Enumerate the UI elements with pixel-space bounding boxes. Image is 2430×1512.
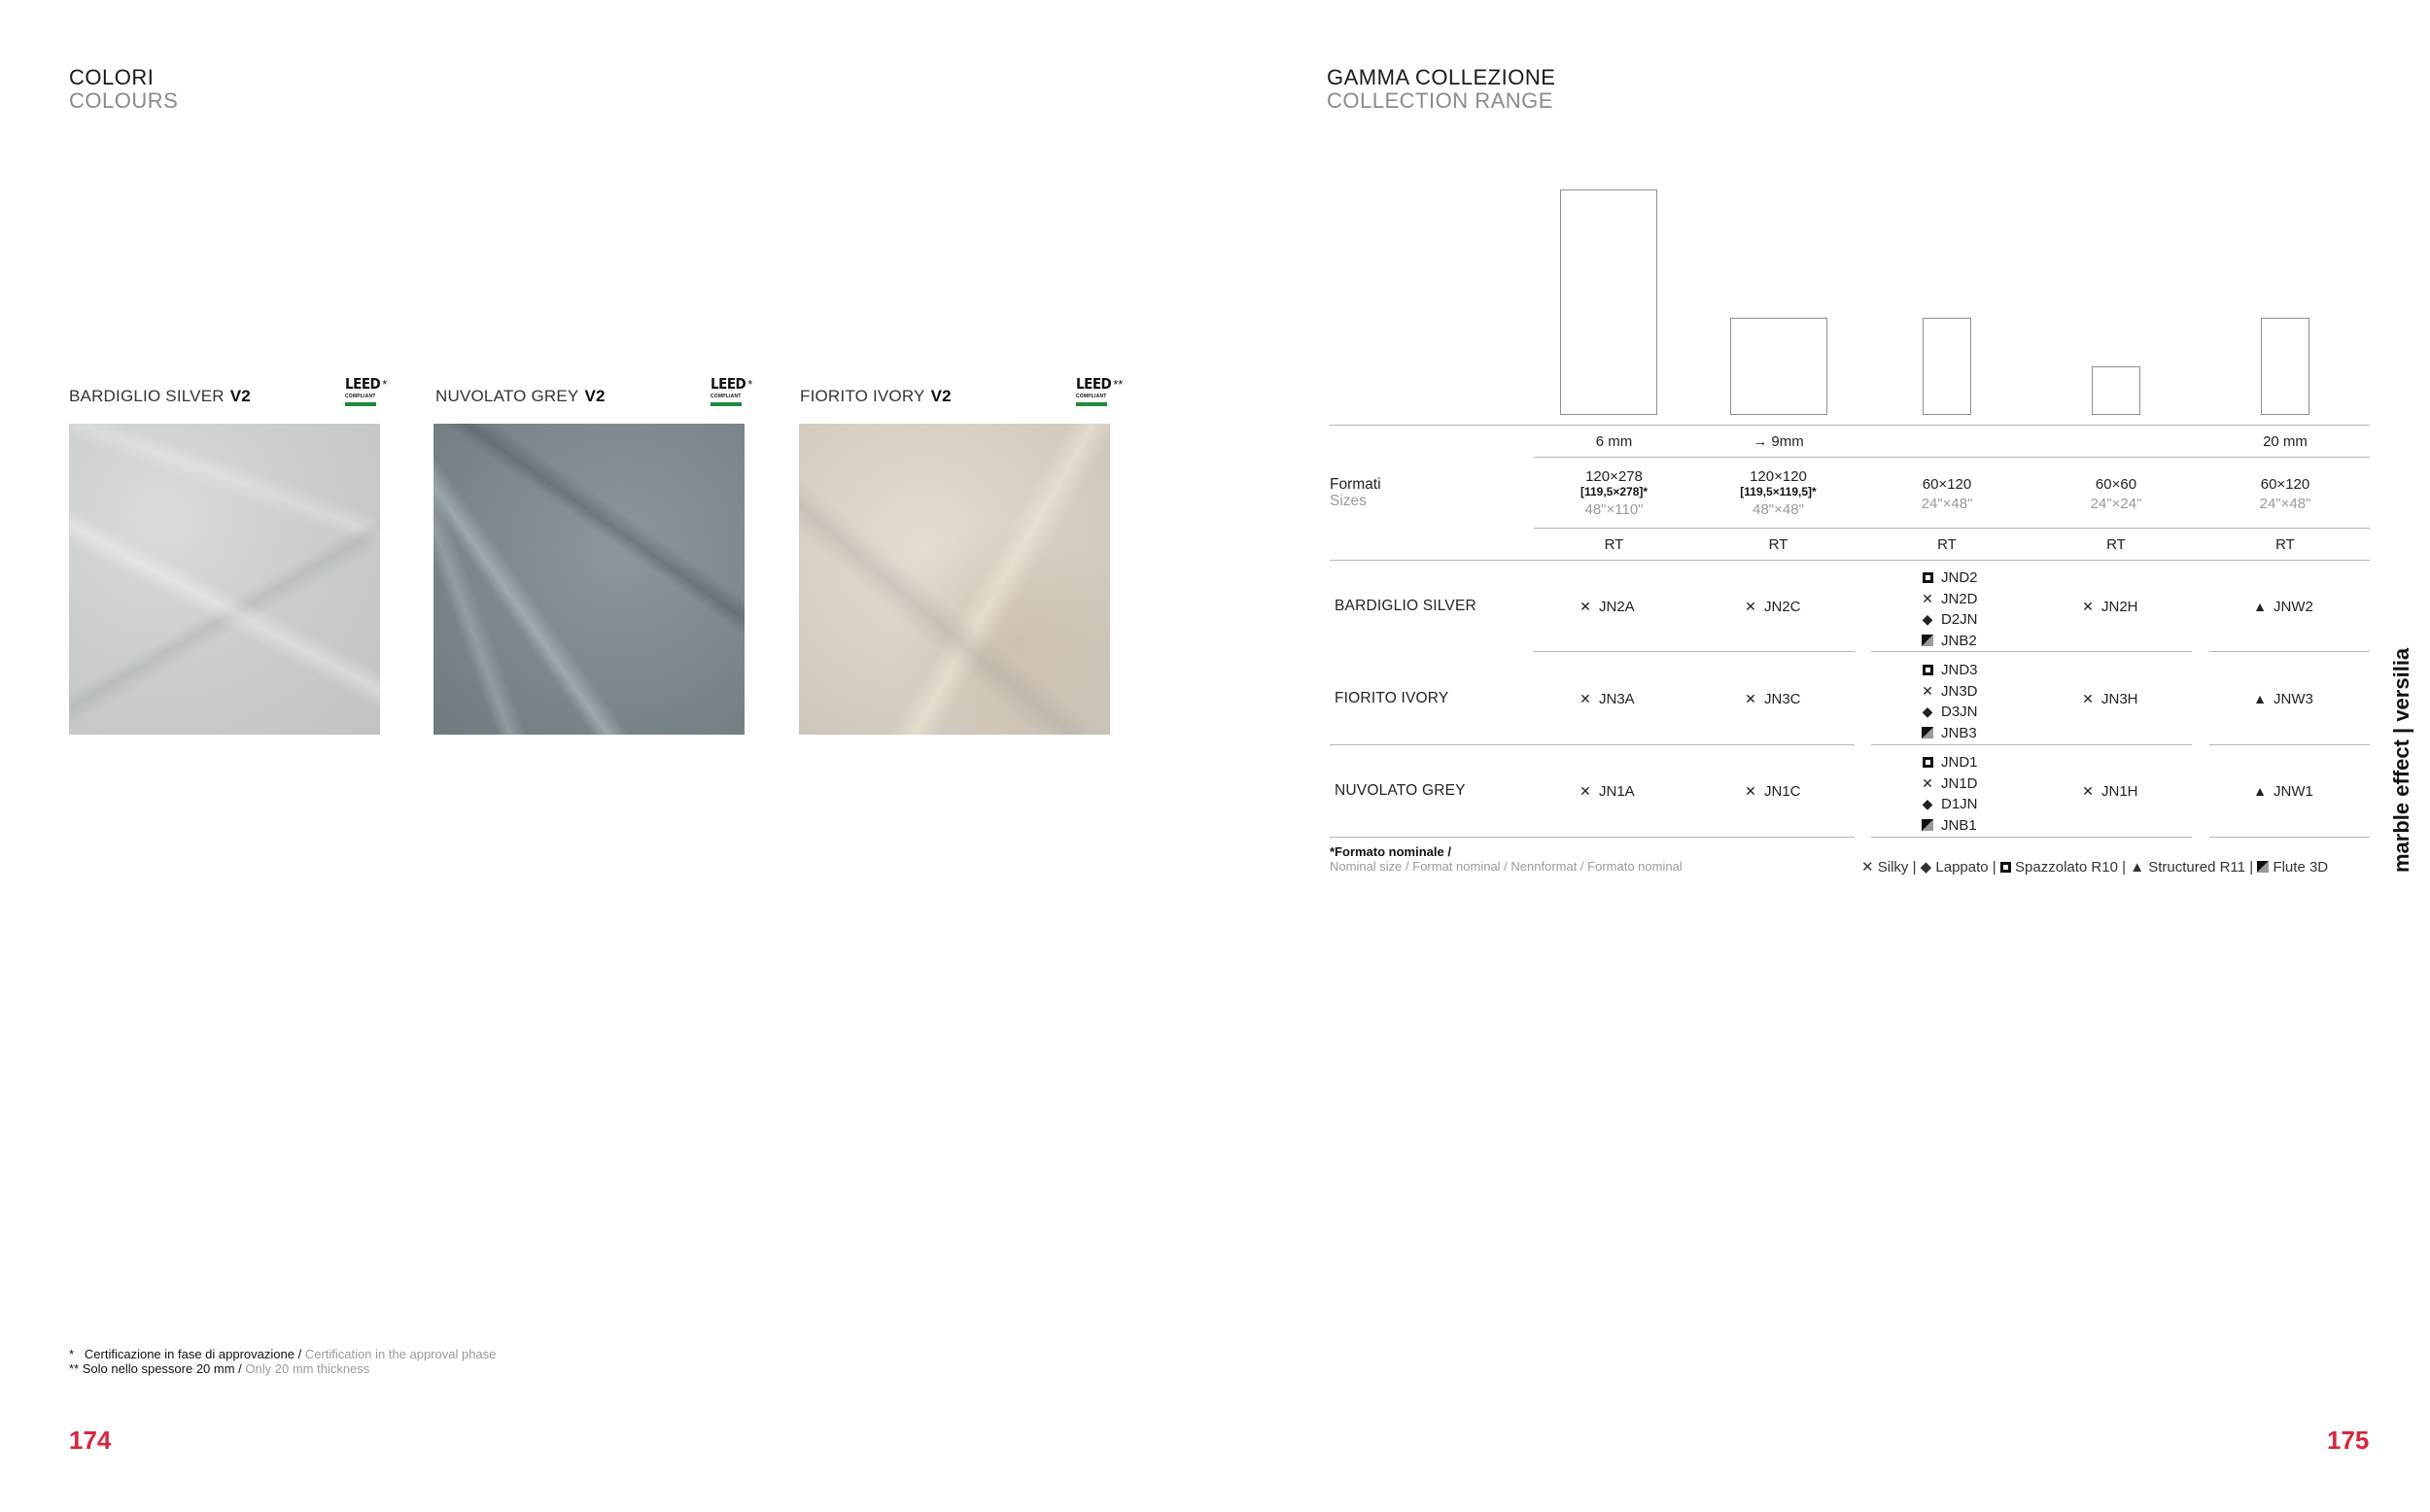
code-cell	[1578, 783, 1635, 800]
footnote-mark: **	[69, 1361, 80, 1376]
format-nominal: [119,5×278]*	[1580, 485, 1649, 498]
edge-rt: RT	[2275, 536, 2295, 553]
leed-mark: *	[382, 377, 388, 392]
code-text: JNW3	[2274, 691, 2313, 707]
row-rule	[1871, 744, 2192, 745]
swatch-nuvolato-grey	[434, 424, 745, 735]
legend-sep: |	[1912, 859, 1917, 876]
page-number-left: 174	[69, 1426, 112, 1455]
legend-spazzolato: Spazzolato R10	[2015, 859, 2118, 876]
footnote-en: Only 20 mm thickness	[245, 1361, 370, 1376]
formats-label-en: Sizes	[1330, 493, 1367, 509]
structured-icon: ▲	[2253, 691, 2267, 706]
code-text: JN2A	[1599, 599, 1635, 615]
swatch-bardiglio-silver	[69, 424, 380, 735]
structured-icon: ▲	[2253, 783, 2267, 799]
code-text: JNW2	[2274, 599, 2313, 615]
format-cell	[1864, 476, 2030, 512]
leed-compliant: COMPLIANT	[345, 394, 376, 399]
leed-mark: *	[747, 377, 753, 392]
row-label-nuvolato: NUVOLATO GREY	[1335, 782, 1466, 799]
code-text: JN2D	[1941, 590, 1978, 607]
colour-version: V2	[584, 387, 606, 405]
code-stack	[1920, 660, 1978, 743]
code-text: JN2C	[1764, 599, 1801, 615]
leed-logo: LEED	[1076, 375, 1112, 393]
format-cell	[1534, 468, 1694, 518]
code-cell	[2252, 783, 2313, 800]
code-text: JN3D	[1941, 682, 1978, 700]
thickness-20mm: 20 mm	[2263, 433, 2308, 450]
code-text: JNW1	[2274, 783, 2313, 800]
code-stack	[1920, 567, 1978, 651]
leed-compliant: COMPLIANT	[711, 394, 742, 399]
format-cm: 60×60	[2095, 476, 2137, 493]
footnote-it: *Formato nominale /	[1330, 844, 1451, 859]
edge-rt: RT	[1604, 536, 1624, 553]
code-text: JN1H	[2101, 783, 2138, 800]
flute-icon	[2257, 861, 2269, 873]
code-cell	[1743, 599, 1801, 615]
code-text: JN3C	[1764, 691, 1801, 707]
colour-version: V2	[229, 387, 251, 405]
code-stack	[1920, 752, 1978, 836]
silky-icon: ✕	[1922, 774, 1933, 791]
code-cell	[2080, 691, 2138, 707]
leed-badge	[345, 375, 394, 406]
row-rule	[2209, 651, 2370, 652]
thickness-9mm: → 9mm	[1753, 433, 1804, 450]
lappato-icon: ◆	[1922, 796, 1933, 811]
silky-icon: ✕	[1745, 783, 1756, 799]
silky-icon: ✕	[1580, 783, 1591, 799]
code-text: JND1	[1941, 754, 1978, 771]
leed-mark: **	[1113, 377, 1124, 392]
leed-badge	[711, 375, 759, 406]
format-shape-120x120	[1730, 318, 1827, 415]
row-label-bardiglio: BARDIGLIO SILVER	[1335, 598, 1476, 614]
format-shape-60x60	[2092, 366, 2140, 415]
format-nominal: [119,5×119,5]*	[1740, 485, 1817, 498]
spazzolato-icon	[1920, 660, 1935, 681]
format-inch: 24"×48"	[1921, 496, 1973, 512]
format-inch: 48"×48"	[1753, 501, 1804, 518]
code-text: JN2H	[2101, 599, 2138, 615]
spazzolato-icon	[2000, 862, 2011, 873]
format-cell	[2033, 476, 2199, 512]
range-title-it: GAMMA COLLEZIONE	[1327, 65, 1556, 89]
colour-name: FIORITO IVORY	[800, 387, 925, 405]
code-text: JN1A	[1599, 783, 1635, 800]
flute-icon	[1920, 631, 1935, 652]
leed-green-bar	[711, 402, 742, 406]
legend-sep: |	[2122, 859, 2127, 876]
format-cell	[2203, 476, 2368, 512]
table-rule	[1534, 457, 2370, 458]
code-cell	[2080, 783, 2138, 800]
colour-name: BARDIGLIO SILVER	[69, 387, 225, 405]
format-cell	[1698, 468, 1858, 518]
lappato-icon: ◆	[1922, 704, 1933, 719]
leed-compliant: COMPLIANT	[1076, 394, 1107, 399]
code-text: JND3	[1941, 662, 1978, 678]
footnote-certification	[69, 1347, 496, 1361]
format-inch: 48"×110"	[1584, 501, 1644, 518]
spazzolato-icon	[1920, 567, 1935, 589]
silky-icon: ✕	[1861, 859, 1874, 876]
edge-rt: RT	[1768, 536, 1788, 553]
code-cell	[1743, 691, 1801, 707]
footnote-mark: *	[69, 1347, 75, 1361]
table-rule	[1330, 425, 2370, 426]
lappato-icon: ◆	[1922, 611, 1933, 627]
code-text: JNB3	[1941, 724, 1977, 741]
format-inch: 24"×24"	[2090, 496, 2142, 512]
legend-lappato: Lappato	[1935, 859, 1989, 876]
leed-logo: LEED	[345, 375, 381, 393]
silky-icon: ✕	[1580, 691, 1591, 706]
row-rule	[1330, 744, 1855, 745]
nominal-size-footnote	[1330, 844, 1683, 874]
code-cell	[2252, 691, 2313, 707]
row-rule	[1871, 651, 2192, 652]
legend-silky: Silky	[1877, 859, 1909, 876]
code-text: JN1D	[1941, 774, 1978, 792]
footnote-it: Certificazione in fase di approvazione /	[84, 1347, 302, 1361]
structured-icon: ▲	[2130, 859, 2145, 876]
format-shape-60x120-20mm	[2261, 318, 2309, 415]
legend-sep: |	[2249, 859, 2254, 876]
table-rule	[1534, 528, 2370, 529]
swatch-fiorito-ivory	[799, 424, 1110, 735]
row-rule	[1330, 837, 1855, 838]
code-cell	[2080, 599, 2138, 615]
flute-icon	[1920, 723, 1935, 744]
range-title-en: COLLECTION RANGE	[1327, 88, 1553, 113]
silky-icon: ✕	[2082, 599, 2094, 614]
spazzolato-icon	[1920, 752, 1935, 773]
leed-green-bar	[345, 402, 376, 406]
edge-rt: RT	[2106, 536, 2126, 553]
leed-green-bar	[1076, 402, 1107, 406]
page-number-right: 175	[2327, 1426, 2370, 1455]
silky-icon: ✕	[2082, 783, 2094, 799]
format-cm: 120×120	[1750, 468, 1807, 485]
colour-version: V2	[930, 387, 952, 405]
code-cell	[1743, 783, 1801, 800]
code-text: D1JN	[1941, 796, 1978, 812]
legend-sep: |	[1992, 859, 1996, 876]
side-section-label: marble effect | versilia	[2389, 647, 2413, 873]
code-text: D2JN	[1941, 611, 1978, 628]
footnote-thickness	[69, 1361, 369, 1376]
legend-structured: Structured R11	[2148, 859, 2246, 876]
format-inch: 24"×48"	[2259, 496, 2311, 512]
code-text: D3JN	[1941, 704, 1978, 720]
silky-icon: ✕	[1745, 599, 1756, 614]
flute-icon	[1920, 815, 1935, 837]
silky-icon: ✕	[1922, 590, 1933, 606]
silky-icon: ✕	[2082, 691, 2094, 706]
leed-badge	[1076, 375, 1125, 406]
row-rule	[2209, 837, 2370, 838]
colour-label-nuvolato	[435, 387, 606, 406]
footnote-en: Nominal size / Format nominal / Nennformat / Formato nominal	[1330, 859, 1683, 874]
code-text: JND2	[1941, 569, 1978, 586]
lappato-icon: ◆	[1920, 859, 1932, 876]
code-text: JN1C	[1764, 783, 1801, 800]
format-cm: 120×278	[1585, 468, 1643, 485]
footnote-en: Certification in the approval phase	[304, 1347, 497, 1361]
colours-title-it: COLORI	[69, 65, 155, 89]
colours-title-en: COLOURS	[69, 88, 179, 113]
row-rule	[2209, 744, 2370, 745]
code-text: JN3H	[2101, 691, 2138, 707]
colour-label-bardiglio	[69, 387, 251, 406]
leed-logo: LEED	[711, 375, 746, 393]
formats-label-it: Formati	[1330, 476, 1381, 493]
structured-icon: ▲	[2253, 599, 2267, 614]
edge-rt: RT	[1937, 536, 1957, 553]
code-text: JN3A	[1599, 691, 1635, 707]
row-rule	[1534, 651, 1855, 652]
colour-label-fiorito	[800, 387, 952, 406]
thickness-6mm: 6 mm	[1595, 433, 1633, 450]
format-shape-120x278	[1560, 189, 1657, 415]
code-text: JNB2	[1941, 632, 1977, 649]
finish-legend	[1861, 858, 2328, 876]
silky-icon: ✕	[1745, 691, 1756, 706]
code-cell	[2252, 599, 2313, 615]
format-shape-60x120	[1923, 318, 1971, 415]
silky-icon: ✕	[1922, 682, 1933, 699]
colour-name: NUVOLATO GREY	[435, 387, 579, 405]
code-cell	[1578, 599, 1635, 615]
code-text: JNB1	[1941, 816, 1977, 834]
format-cm: 60×120	[2260, 476, 2310, 493]
code-cell	[1578, 691, 1635, 707]
row-rule	[1871, 837, 2192, 838]
table-rule	[1330, 560, 2370, 561]
row-label-fiorito: FIORITO IVORY	[1335, 690, 1449, 706]
legend-flute: Flute 3D	[2273, 859, 2329, 876]
silky-icon: ✕	[1580, 599, 1591, 614]
format-cm: 60×120	[1922, 476, 1972, 493]
footnote-it: Solo nello spessore 20 mm /	[82, 1361, 242, 1376]
